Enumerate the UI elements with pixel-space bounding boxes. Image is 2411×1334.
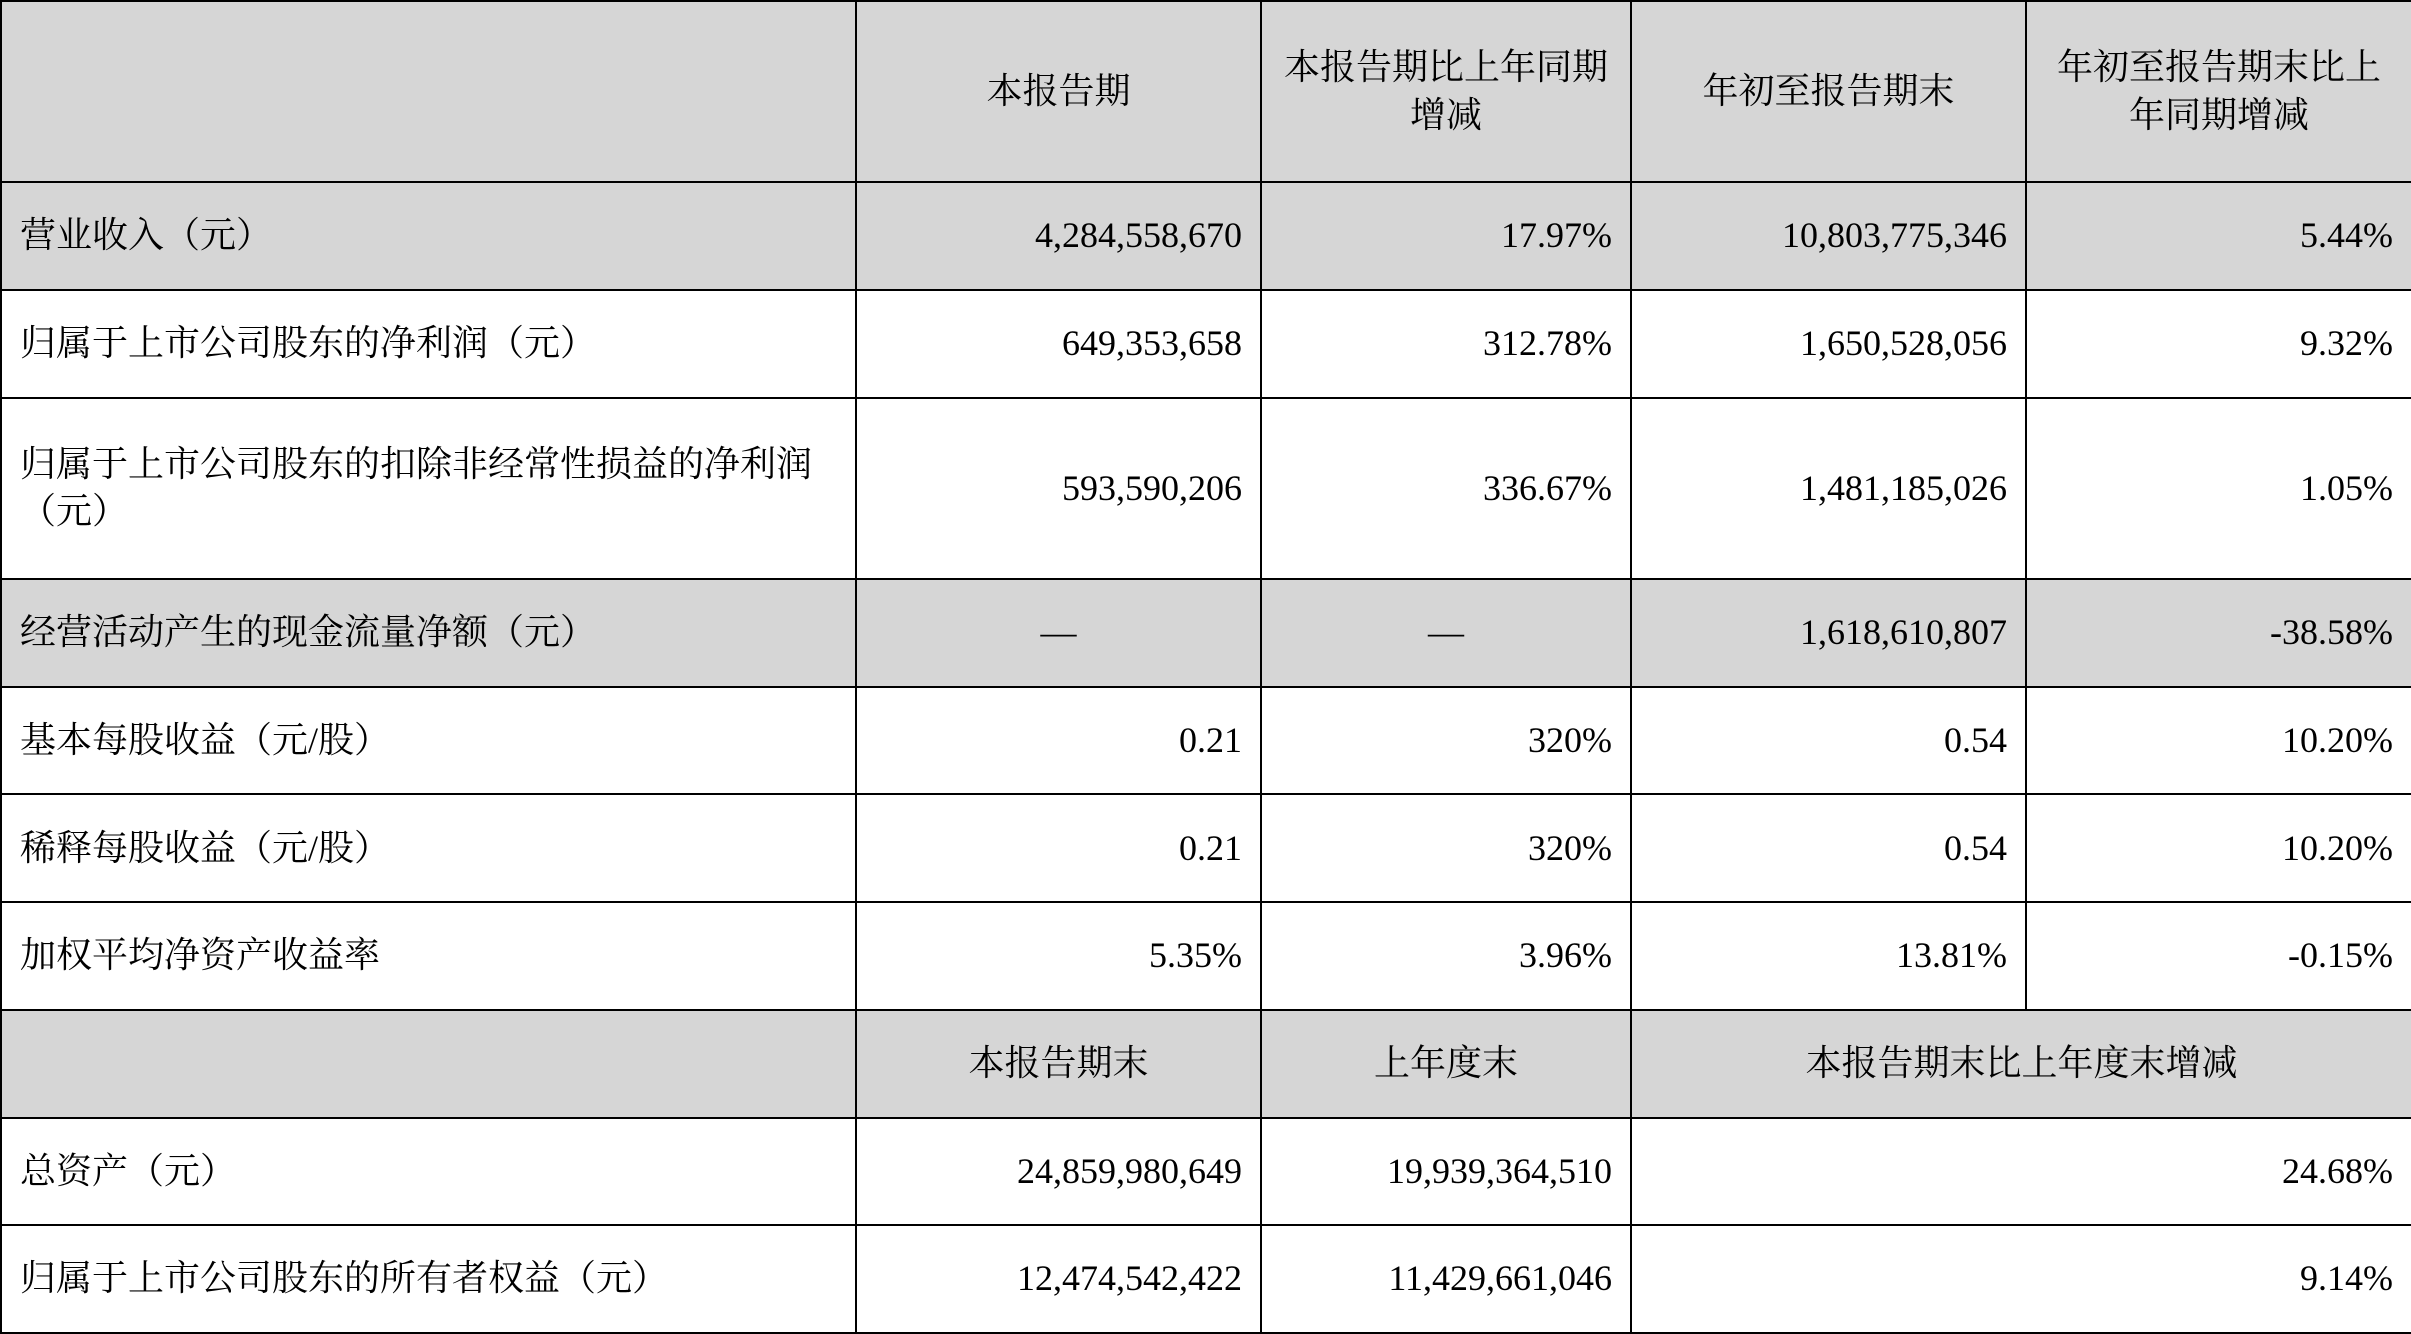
table-row (1, 290, 2411, 398)
cell-net-profit-excl-ytd: 1,481,185,026 (1631, 398, 2026, 579)
cell-equity-prior-year-end: 11,429,661,046 (1261, 1225, 1631, 1333)
table-row (1, 398, 2411, 579)
table-row (1, 1118, 2411, 1226)
cell-net-profit-current-yoy: 312.78% (1261, 290, 1631, 398)
cell-weighted-roe-current: 5.35% (856, 902, 1261, 1010)
cell-diluted-eps-ytd-yoy: 10.20% (2026, 794, 2411, 902)
row-label-net-profit: 归属于上市公司股东的净利润（元） (1, 290, 856, 398)
cell-cash-flow-current-yoy: — (1261, 579, 1631, 687)
row-label-shareholders-equity: 归属于上市公司股东的所有者权益（元） (1, 1225, 856, 1333)
cell-net-profit-excl-ytd-yoy: 1.05% (2026, 398, 2411, 579)
secondary-header-cell-change: 本报告期末比上年度末增减 (1631, 1010, 2411, 1118)
cell-diluted-eps-current-yoy: 320% (1261, 794, 1631, 902)
table-row (1, 182, 2411, 290)
header-cell-blank (1, 1, 856, 182)
cell-revenue-ytd: 10,803,775,346 (1631, 182, 2026, 290)
cell-cash-flow-ytd: 1,618,610,807 (1631, 579, 2026, 687)
header-cell-current-period-yoy: 本报告期比上年同期增减 (1261, 1, 1631, 182)
row-label-total-assets: 总资产（元） (1, 1118, 856, 1226)
cell-total-assets-change: 24.68% (1631, 1118, 2411, 1226)
cell-cash-flow-current: — (856, 579, 1261, 687)
cell-weighted-roe-ytd-yoy: -0.15% (2026, 902, 2411, 1010)
cell-equity-period-end: 12,474,542,422 (856, 1225, 1261, 1333)
cell-net-profit-ytd-yoy: 9.32% (2026, 290, 2411, 398)
cell-basic-eps-current-yoy: 320% (1261, 687, 1631, 795)
cell-basic-eps-ytd: 0.54 (1631, 687, 2026, 795)
cell-net-profit-current: 649,353,658 (856, 290, 1261, 398)
header-cell-current-period: 本报告期 (856, 1, 1261, 182)
header-cell-ytd-yoy: 年初至报告期末比上年同期增减 (2026, 1, 2411, 182)
secondary-header-cell-prior-year-end: 上年度末 (1261, 1010, 1631, 1118)
cell-weighted-roe-current-yoy: 3.96% (1261, 902, 1631, 1010)
cell-diluted-eps-ytd: 0.54 (1631, 794, 2026, 902)
cell-basic-eps-ytd-yoy: 10.20% (2026, 687, 2411, 795)
table-row (1, 794, 2411, 902)
table-row (1, 579, 2411, 687)
row-label-weighted-roe: 加权平均净资产收益率 (1, 902, 856, 1010)
row-label-net-profit-excl-nonrecurring: 归属于上市公司股东的扣除非经常性损益的净利润（元） (1, 398, 856, 579)
cell-total-assets-prior-year-end: 19,939,364,510 (1261, 1118, 1631, 1226)
row-label-operating-cash-flow: 经营活动产生的现金流量净额（元） (1, 579, 856, 687)
table-row (1, 687, 2411, 795)
cell-weighted-roe-ytd: 13.81% (1631, 902, 2026, 1010)
cell-basic-eps-current: 0.21 (856, 687, 1261, 795)
row-label-basic-eps: 基本每股收益（元/股） (1, 687, 856, 795)
table-row (1, 1225, 2411, 1333)
cell-diluted-eps-current: 0.21 (856, 794, 1261, 902)
table-row (1, 902, 2411, 1010)
cell-cash-flow-ytd-yoy: -38.58% (2026, 579, 2411, 687)
header-cell-ytd: 年初至报告期末 (1631, 1, 2026, 182)
cell-revenue-current: 4,284,558,670 (856, 182, 1261, 290)
secondary-header-cell-blank (1, 1010, 856, 1118)
cell-revenue-ytd-yoy: 5.44% (2026, 182, 2411, 290)
cell-net-profit-excl-current-yoy: 336.67% (1261, 398, 1631, 579)
cell-net-profit-ytd: 1,650,528,056 (1631, 290, 2026, 398)
table-header-row (1, 1, 2411, 182)
row-label-revenue: 营业收入（元） (1, 182, 856, 290)
secondary-header-cell-period-end: 本报告期末 (856, 1010, 1261, 1118)
cell-total-assets-period-end: 24,859,980,649 (856, 1118, 1261, 1226)
table-secondary-header-row (1, 1010, 2411, 1118)
cell-equity-change: 9.14% (1631, 1225, 2411, 1333)
row-label-diluted-eps: 稀释每股收益（元/股） (1, 794, 856, 902)
cell-revenue-current-yoy: 17.97% (1261, 182, 1631, 290)
cell-net-profit-excl-current: 593,590,206 (856, 398, 1261, 579)
